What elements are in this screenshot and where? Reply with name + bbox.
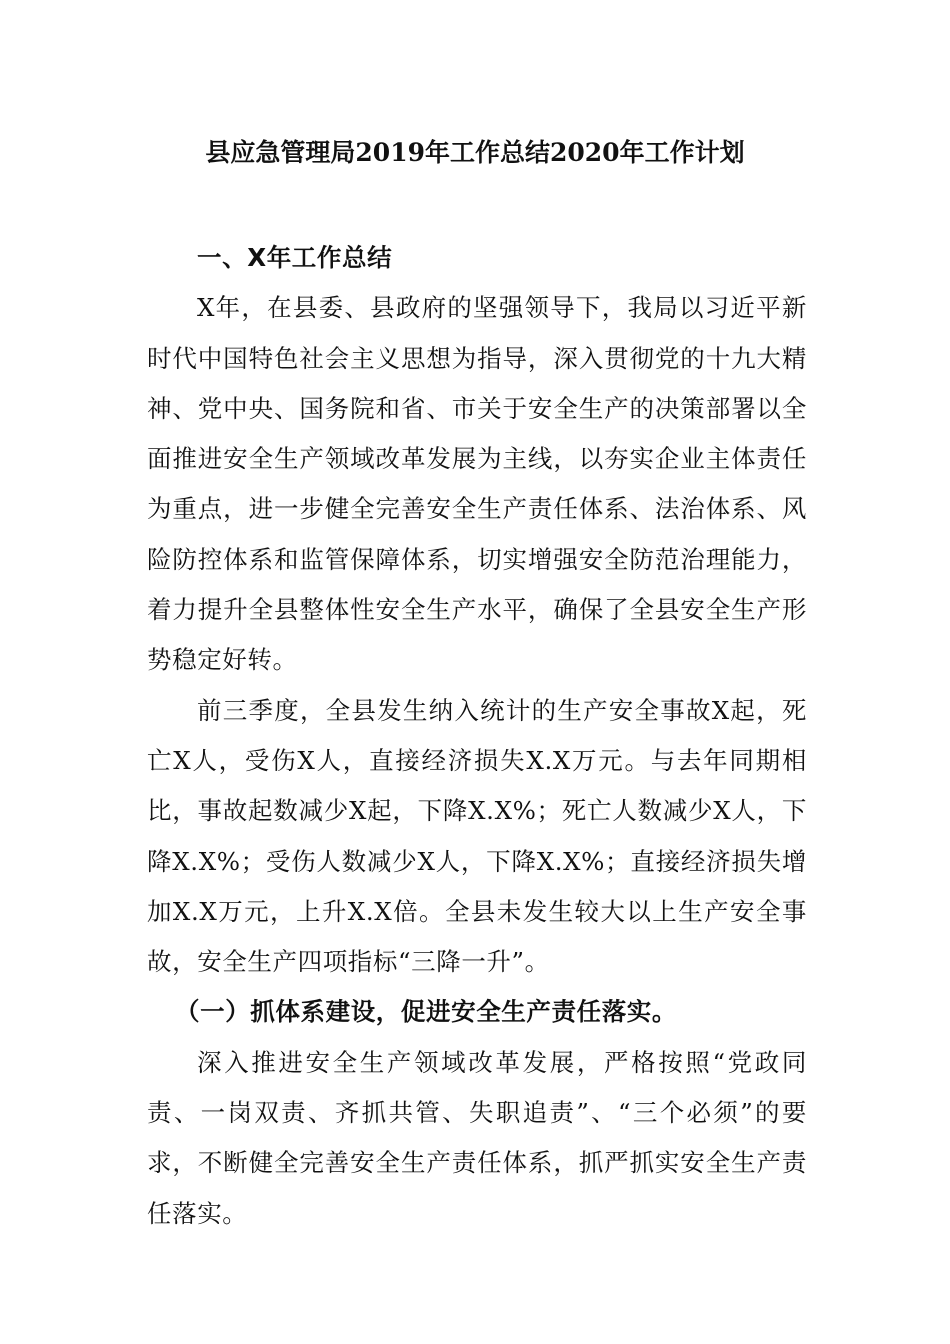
subsection-heading: （一）抓体系建设，促进安全生产责任落实。 (175, 997, 677, 1027)
body-paragraph-2: 前三季度，全县发生纳入统计的生产安全事故X起，死亡X人，受伤X人，直接经济损失X.X万元。与去年同期相比，事故起数减少X起，下降X.X%；死亡人数减少X人，下降X.X%；受伤人数减少X人，下降X.X%；直接经济损失增加X.X万元，上升X.X倍。全县未发生较大以上生产安全事故，安全生产四项指标“三降一升”。 (147, 695, 807, 977)
body-paragraph-3: 深入推进安全生产领域改革发展，严格按照“党政同责、一岗双责、齐抓共管、失职追责”、“三个必须”的要求，不断健全完善安全生产责任体系，抓严抓实安全生产责任落实。 (147, 1047, 807, 1228)
document-body (147, 233, 807, 1239)
section-heading: 一、X年工作总结 (197, 243, 393, 272)
document-title: 县应急管理局2019年工作总结2020年工作计划 (205, 138, 745, 167)
body-paragraph-1: X年，在县委、县政府的坚强领导下，我局以习近平新时代中国特色社会主义思想为指导，深入贯彻党的十九大精神、党中央、国务院和省、市关于安全生产的决策部署以全面推进安全生产领域改革发展为主线，以夯实企业主体责任为重点，进一步健全完善安全生产责任体系、法治体系、风险防控体系和监管保障体系，切实增强安全防范治理能力，着力提升全县整体性安全生产水平，确保了全县安全生产形势稳定好转。 (147, 293, 807, 675)
